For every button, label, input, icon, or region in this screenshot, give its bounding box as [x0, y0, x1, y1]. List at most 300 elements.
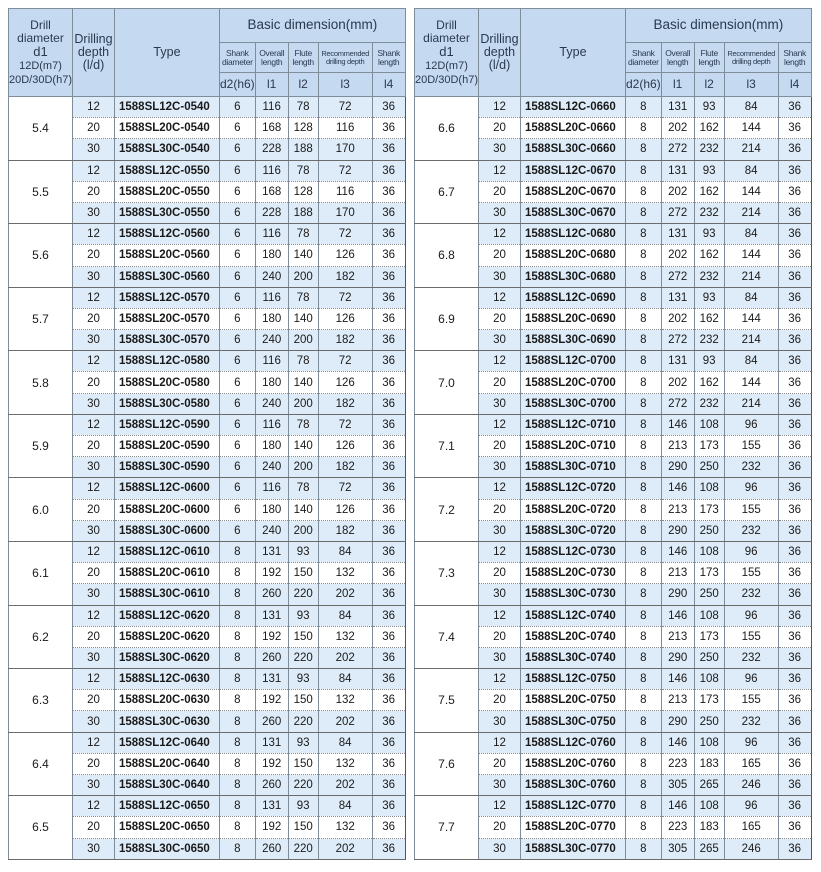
- flute-length-cell: 173: [694, 563, 724, 584]
- header-drill-diameter-line: d1: [439, 44, 454, 60]
- shank-diameter-cell: 8: [625, 584, 661, 605]
- flute-length-cell: 140: [288, 372, 318, 393]
- shank-length-cell: 36: [372, 414, 405, 435]
- drilling-depth-recommended-cell: 72: [318, 224, 372, 245]
- shank-diameter-cell: 8: [625, 817, 661, 838]
- shank-length-cell: 36: [372, 457, 405, 478]
- type-cell: 1588SL30C-0590: [114, 457, 219, 478]
- flute-length-cell: 162: [694, 245, 724, 266]
- drill-diameter-cell: 7.2: [415, 478, 479, 542]
- drilling-depth-cell: 30: [478, 838, 520, 859]
- drilling-depth-cell: 30: [72, 520, 114, 541]
- shank-diameter-cell: 8: [219, 796, 255, 817]
- drilling-depth-cell: 20: [72, 436, 114, 457]
- flute-length-cell: 162: [694, 308, 724, 329]
- header-drill-diameter-line: diameter: [17, 30, 64, 45]
- type-cell: 1588SL12C-0540: [114, 97, 219, 118]
- flute-length-cell: 93: [288, 796, 318, 817]
- type-cell: 1588SL20C-0770: [520, 817, 625, 838]
- drilling-depth-recommended-cell: 132: [318, 563, 372, 584]
- shank-length-cell: 36: [372, 563, 405, 584]
- header-sub-line: length: [698, 56, 720, 67]
- drilling-depth-recommended-cell: 144: [724, 308, 778, 329]
- shank-diameter-cell: 6: [219, 351, 255, 372]
- drilling-depth-cell: 12: [478, 414, 520, 435]
- shank-length-cell: 36: [778, 202, 811, 223]
- overall-length-cell: 240: [255, 393, 288, 414]
- drilling-depth-cell: 20: [478, 753, 520, 774]
- drilling-depth-recommended-cell: 165: [724, 753, 778, 774]
- drilling-depth-cell: 12: [478, 541, 520, 562]
- drill-diameter-cell: 6.7: [415, 160, 479, 224]
- type-cell: 1588SL30C-0710: [520, 457, 625, 478]
- flute-length-cell: 173: [694, 499, 724, 520]
- drilling-depth-recommended-cell: 202: [318, 711, 372, 732]
- shank-diameter-cell: 8: [625, 181, 661, 202]
- type-cell: 1588SL30C-0570: [114, 330, 219, 351]
- flute-length-cell: 188: [288, 139, 318, 160]
- overall-length-cell: 290: [661, 520, 694, 541]
- drilling-depth-recommended-cell: 84: [724, 287, 778, 308]
- header-shank-length: [778, 43, 811, 73]
- drilling-depth-cell: 20: [478, 436, 520, 457]
- drilling-depth-recommended-cell: 96: [724, 732, 778, 753]
- shank-length-cell: 36: [778, 330, 811, 351]
- flute-length-cell: 108: [694, 478, 724, 499]
- shank-diameter-cell: 8: [625, 626, 661, 647]
- drilling-depth-cell: 12: [72, 605, 114, 626]
- type-cell: 1588SL30C-0750: [520, 711, 625, 732]
- drilling-depth-recommended-cell: 246: [724, 775, 778, 796]
- type-cell: 1588SL12C-0550: [114, 160, 219, 181]
- shank-length-cell: 36: [778, 669, 811, 690]
- shank-diameter-cell: 8: [219, 626, 255, 647]
- overall-length-cell: 260: [255, 775, 288, 796]
- flute-length-cell: 78: [288, 478, 318, 499]
- shank-length-cell: 36: [372, 838, 405, 859]
- table-row: [415, 732, 812, 753]
- overall-length-cell: 305: [661, 775, 694, 796]
- shank-diameter-cell: 8: [625, 605, 661, 626]
- drilling-depth-recommended-cell: 72: [318, 160, 372, 181]
- header-drill-diameter-line: 12D(m7): [425, 60, 468, 73]
- flute-length-cell: 150: [288, 753, 318, 774]
- type-cell: 1588SL20C-0610: [114, 563, 219, 584]
- flute-length-cell: 140: [288, 245, 318, 266]
- shank-length-cell: 36: [372, 202, 405, 223]
- flute-length-cell: 93: [288, 541, 318, 562]
- drilling-depth-recommended-cell: 155: [724, 436, 778, 457]
- table-row: [9, 287, 406, 308]
- type-cell: 1588SL20C-0710: [520, 436, 625, 457]
- shank-diameter-cell: 6: [219, 224, 255, 245]
- shank-length-cell: 36: [372, 160, 405, 181]
- drilling-depth-cell: 30: [478, 647, 520, 668]
- drilling-depth-recommended-cell: 144: [724, 245, 778, 266]
- table-row: [415, 605, 812, 626]
- shank-diameter-cell: 8: [219, 541, 255, 562]
- flute-length-cell: 78: [288, 414, 318, 435]
- drilling-depth-recommended-cell: 144: [724, 372, 778, 393]
- shank-length-cell: 36: [372, 245, 405, 266]
- drilling-depth-recommended-cell: 84: [724, 224, 778, 245]
- type-cell: 1588SL20C-0570: [114, 308, 219, 329]
- flute-length-cell: 140: [288, 499, 318, 520]
- drilling-depth-recommended-cell: 72: [318, 478, 372, 499]
- overall-length-cell: 202: [661, 118, 694, 139]
- flute-length-cell: 183: [694, 753, 724, 774]
- shank-diameter-cell: 6: [219, 97, 255, 118]
- flute-length-cell: 232: [694, 266, 724, 287]
- type-cell: 1588SL30C-0620: [114, 647, 219, 668]
- drilling-depth-cell: 30: [72, 266, 114, 287]
- shank-length-cell: 36: [372, 308, 405, 329]
- drilling-depth-recommended-cell: 96: [724, 796, 778, 817]
- shank-diameter-cell: 8: [625, 541, 661, 562]
- table-row: [415, 541, 812, 562]
- flute-length-cell: 220: [288, 838, 318, 859]
- drilling-depth-recommended-cell: 165: [724, 817, 778, 838]
- header-sub-line: length: [377, 56, 400, 67]
- drilling-depth-cell: 12: [72, 541, 114, 562]
- shank-diameter-cell: 8: [625, 118, 661, 139]
- shank-length-cell: 36: [778, 499, 811, 520]
- type-cell: 1588SL12C-0650: [114, 796, 219, 817]
- type-cell: 1588SL20C-0750: [520, 690, 625, 711]
- drilling-depth-recommended-cell: 202: [318, 584, 372, 605]
- table-row: [9, 478, 406, 499]
- shank-diameter-cell: 6: [219, 478, 255, 499]
- flute-length-cell: 128: [288, 118, 318, 139]
- overall-length-cell: 213: [661, 626, 694, 647]
- shank-diameter-cell: 8: [625, 224, 661, 245]
- overall-length-cell: 131: [661, 97, 694, 118]
- drilling-depth-cell: 20: [72, 499, 114, 520]
- shank-diameter-cell: 8: [625, 414, 661, 435]
- drilling-depth-cell: 12: [478, 605, 520, 626]
- drilling-depth-cell: 12: [72, 478, 114, 499]
- drilling-depth-recommended-cell: 84: [318, 796, 372, 817]
- spec-table-left: [8, 8, 406, 860]
- drilling-depth-cell: 20: [72, 563, 114, 584]
- drilling-depth-recommended-cell: 182: [318, 457, 372, 478]
- overall-length-cell: 168: [255, 181, 288, 202]
- flute-length-cell: 150: [288, 626, 318, 647]
- header-symbol: l2: [694, 73, 724, 97]
- shank-length-cell: 36: [372, 372, 405, 393]
- header-sub-line: Shank: [632, 47, 655, 58]
- flute-length-cell: 78: [288, 97, 318, 118]
- flute-length-cell: 162: [694, 181, 724, 202]
- overall-length-cell: 116: [255, 287, 288, 308]
- type-cell: 1588SL20C-0700: [520, 372, 625, 393]
- type-cell: 1588SL20C-0660: [520, 118, 625, 139]
- header-symbol: l2: [288, 73, 318, 97]
- flute-length-cell: 173: [694, 626, 724, 647]
- shank-length-cell: 36: [778, 838, 811, 859]
- header-drilling-depth-line: Drilling: [480, 31, 519, 46]
- drill-diameter-cell: 6.6: [415, 97, 479, 161]
- header-sub-line: Recommended: [321, 48, 369, 58]
- flute-length-cell: 108: [694, 796, 724, 817]
- type-cell: 1588SL20C-0760: [520, 753, 625, 774]
- shank-length-cell: 36: [778, 626, 811, 647]
- drilling-depth-cell: 30: [478, 457, 520, 478]
- overall-length-cell: 228: [255, 139, 288, 160]
- drilling-depth-cell: 12: [478, 732, 520, 753]
- drilling-depth-cell: 12: [478, 478, 520, 499]
- flute-length-cell: 150: [288, 690, 318, 711]
- overall-length-cell: 131: [661, 224, 694, 245]
- header-sub-line: Shank: [226, 47, 249, 58]
- flute-length-cell: 200: [288, 266, 318, 287]
- flute-length-cell: 108: [694, 541, 724, 562]
- drilling-depth-recommended-cell: 170: [318, 202, 372, 223]
- flute-length-cell: 232: [694, 139, 724, 160]
- drill-diameter-cell: 6.2: [9, 605, 73, 669]
- shank-diameter-cell: 8: [219, 711, 255, 732]
- shank-length-cell: 36: [372, 266, 405, 287]
- drilling-depth-recommended-cell: 232: [724, 457, 778, 478]
- flute-length-cell: 93: [694, 224, 724, 245]
- drilling-depth-cell: 20: [478, 181, 520, 202]
- drilling-depth-recommended-cell: 202: [318, 838, 372, 859]
- type-cell: 1588SL30C-0650: [114, 838, 219, 859]
- type-cell: 1588SL12C-0730: [520, 541, 625, 562]
- shank-diameter-cell: 8: [625, 330, 661, 351]
- drilling-depth-cell: 20: [478, 817, 520, 838]
- shank-diameter-cell: 8: [219, 605, 255, 626]
- drilling-depth-cell: 30: [478, 775, 520, 796]
- header-drilling-depth-line: depth: [483, 44, 516, 59]
- header-drill-diameter-line: diameter: [423, 30, 470, 45]
- drilling-depth-recommended-cell: 202: [318, 775, 372, 796]
- shank-diameter-cell: 8: [625, 351, 661, 372]
- shank-diameter-cell: 8: [625, 753, 661, 774]
- header-symbol: l1: [255, 73, 288, 97]
- drilling-depth-recommended-cell: 202: [318, 647, 372, 668]
- shank-diameter-cell: 6: [219, 308, 255, 329]
- shank-diameter-cell: 8: [625, 436, 661, 457]
- header-overall-length: [255, 43, 288, 73]
- flute-length-cell: 220: [288, 584, 318, 605]
- drill-diameter-cell: 5.8: [9, 351, 73, 415]
- drilling-depth-recommended-cell: 72: [318, 351, 372, 372]
- flute-length-cell: 232: [694, 393, 724, 414]
- overall-length-cell: 228: [255, 202, 288, 223]
- type-cell: 1588SL30C-0740: [520, 647, 625, 668]
- drilling-depth-recommended-cell: 155: [724, 499, 778, 520]
- shank-length-cell: 36: [778, 647, 811, 668]
- overall-length-cell: 131: [255, 732, 288, 753]
- table-row: [415, 478, 812, 499]
- table-body: [9, 97, 406, 860]
- overall-length-cell: 260: [255, 711, 288, 732]
- flute-length-cell: 173: [694, 690, 724, 711]
- header-drill-diameter: [415, 9, 479, 97]
- type-cell: 1588SL12C-0560: [114, 224, 219, 245]
- type-cell: 1588SL30C-0600: [114, 520, 219, 541]
- header-overall-length: [661, 43, 694, 73]
- overall-length-cell: 116: [255, 351, 288, 372]
- shank-diameter-cell: 8: [625, 711, 661, 732]
- shank-length-cell: 36: [778, 796, 811, 817]
- drilling-depth-recommended-cell: 72: [318, 97, 372, 118]
- overall-length-cell: 202: [661, 308, 694, 329]
- shank-length-cell: 36: [778, 160, 811, 181]
- drilling-depth-recommended-cell: 214: [724, 330, 778, 351]
- drilling-depth-recommended-cell: 144: [724, 118, 778, 139]
- flute-length-cell: 250: [694, 520, 724, 541]
- shank-diameter-cell: 8: [625, 308, 661, 329]
- drilling-depth-recommended-cell: 232: [724, 711, 778, 732]
- type-cell: 1588SL30C-0550: [114, 202, 219, 223]
- shank-length-cell: 36: [778, 436, 811, 457]
- flute-length-cell: 108: [694, 414, 724, 435]
- type-cell: 1588SL20C-0670: [520, 181, 625, 202]
- overall-length-cell: 146: [661, 796, 694, 817]
- flute-length-cell: 150: [288, 817, 318, 838]
- overall-length-cell: 290: [661, 457, 694, 478]
- overall-length-cell: 213: [661, 436, 694, 457]
- flute-length-cell: 250: [694, 584, 724, 605]
- header-flute-length: [694, 43, 724, 73]
- overall-length-cell: 192: [255, 753, 288, 774]
- table-row: [415, 669, 812, 690]
- drill-diameter-cell: 7.7: [415, 796, 479, 860]
- drilling-depth-cell: 30: [72, 775, 114, 796]
- overall-length-cell: 260: [255, 584, 288, 605]
- shank-diameter-cell: 6: [219, 245, 255, 266]
- header-drill-diameter: [9, 9, 73, 97]
- overall-length-cell: 240: [255, 457, 288, 478]
- overall-length-cell: 192: [255, 563, 288, 584]
- overall-length-cell: 272: [661, 393, 694, 414]
- shank-diameter-cell: 6: [219, 414, 255, 435]
- shank-diameter-cell: 8: [219, 690, 255, 711]
- header-sub-line: Overall: [665, 47, 691, 58]
- flute-length-cell: 200: [288, 393, 318, 414]
- type-cell: 1588SL12C-0750: [520, 669, 625, 690]
- overall-length-cell: 146: [661, 414, 694, 435]
- header-drill-diameter-line: Drill: [30, 17, 51, 32]
- shank-length-cell: 36: [778, 584, 811, 605]
- table-row: [9, 160, 406, 181]
- type-cell: 1588SL12C-0610: [114, 541, 219, 562]
- table-row: [415, 160, 812, 181]
- drilling-depth-cell: 30: [72, 584, 114, 605]
- drilling-depth-cell: 12: [72, 796, 114, 817]
- overall-length-cell: 131: [661, 287, 694, 308]
- drilling-depth-cell: 30: [478, 393, 520, 414]
- drilling-depth-cell: 12: [478, 97, 520, 118]
- shank-diameter-cell: 6: [219, 287, 255, 308]
- type-cell: 1588SL20C-0580: [114, 372, 219, 393]
- header-symbol: d2(h6): [219, 73, 255, 97]
- shank-length-cell: 36: [372, 181, 405, 202]
- drilling-depth-recommended-cell: 84: [318, 541, 372, 562]
- shank-diameter-cell: 6: [219, 436, 255, 457]
- drill-diameter-cell: 7.4: [415, 605, 479, 669]
- shank-length-cell: 36: [778, 245, 811, 266]
- drilling-depth-cell: 30: [72, 711, 114, 732]
- shank-length-cell: 36: [778, 817, 811, 838]
- drilling-depth-recommended-cell: 126: [318, 499, 372, 520]
- type-cell: 1588SL30C-0580: [114, 393, 219, 414]
- header-drilling-depth: [478, 9, 520, 97]
- drilling-depth-cell: 12: [72, 224, 114, 245]
- shank-length-cell: 36: [372, 351, 405, 372]
- drilling-depth-recommended-cell: 96: [724, 541, 778, 562]
- shank-length-cell: 36: [778, 372, 811, 393]
- shank-diameter-cell: 6: [219, 520, 255, 541]
- type-cell: 1588SL12C-0640: [114, 732, 219, 753]
- type-cell: 1588SL12C-0600: [114, 478, 219, 499]
- shank-diameter-cell: 6: [219, 266, 255, 287]
- header-symbol: l4: [372, 73, 405, 97]
- type-cell: 1588SL12C-0720: [520, 478, 625, 499]
- header-drill-diameter-line: Drill: [436, 17, 457, 32]
- header-drilling-depth-line: Drilling: [74, 31, 113, 46]
- drilling-depth-recommended-cell: 246: [724, 838, 778, 859]
- overall-length-cell: 240: [255, 330, 288, 351]
- drill-diameter-cell: 6.1: [9, 541, 73, 605]
- drilling-depth-cell: 30: [478, 266, 520, 287]
- drilling-depth-cell: 20: [72, 817, 114, 838]
- flute-length-cell: 250: [694, 647, 724, 668]
- type-cell: 1588SL30C-0610: [114, 584, 219, 605]
- flute-length-cell: 140: [288, 436, 318, 457]
- flute-length-cell: 78: [288, 351, 318, 372]
- shank-diameter-cell: 8: [625, 139, 661, 160]
- shank-diameter-cell: 8: [625, 245, 661, 266]
- header-drilling-depth-line: depth: [77, 44, 110, 59]
- drilling-depth-cell: 12: [478, 351, 520, 372]
- drilling-depth-cell: 12: [478, 669, 520, 690]
- header-sub-line: drilling depth: [732, 56, 771, 66]
- drilling-depth-cell: 30: [478, 584, 520, 605]
- shank-diameter-cell: 6: [219, 499, 255, 520]
- type-cell: 1588SL20C-0590: [114, 436, 219, 457]
- shank-diameter-cell: 8: [625, 499, 661, 520]
- overall-length-cell: 240: [255, 520, 288, 541]
- type-cell: 1588SL12C-0630: [114, 669, 219, 690]
- overall-length-cell: 131: [661, 351, 694, 372]
- shank-length-cell: 36: [778, 478, 811, 499]
- shank-length-cell: 36: [372, 97, 405, 118]
- drilling-depth-recommended-cell: 84: [318, 669, 372, 690]
- flute-length-cell: 93: [694, 287, 724, 308]
- overall-length-cell: 272: [661, 330, 694, 351]
- overall-length-cell: 146: [661, 605, 694, 626]
- flute-length-cell: 250: [694, 457, 724, 478]
- drilling-depth-recommended-cell: 232: [724, 584, 778, 605]
- drilling-depth-cell: 20: [478, 372, 520, 393]
- flute-length-cell: 220: [288, 647, 318, 668]
- drilling-depth-recommended-cell: 84: [318, 732, 372, 753]
- drilling-depth-recommended-cell: 126: [318, 436, 372, 457]
- shank-length-cell: 36: [372, 478, 405, 499]
- flute-length-cell: 150: [288, 563, 318, 584]
- flute-length-cell: 128: [288, 181, 318, 202]
- drill-diameter-cell: 6.8: [415, 224, 479, 288]
- header-symbol: l3: [724, 73, 778, 97]
- shank-length-cell: 36: [778, 690, 811, 711]
- drilling-depth-cell: 12: [478, 287, 520, 308]
- flute-length-cell: 108: [694, 605, 724, 626]
- shank-diameter-cell: 8: [625, 160, 661, 181]
- type-cell: 1588SL12C-0710: [520, 414, 625, 435]
